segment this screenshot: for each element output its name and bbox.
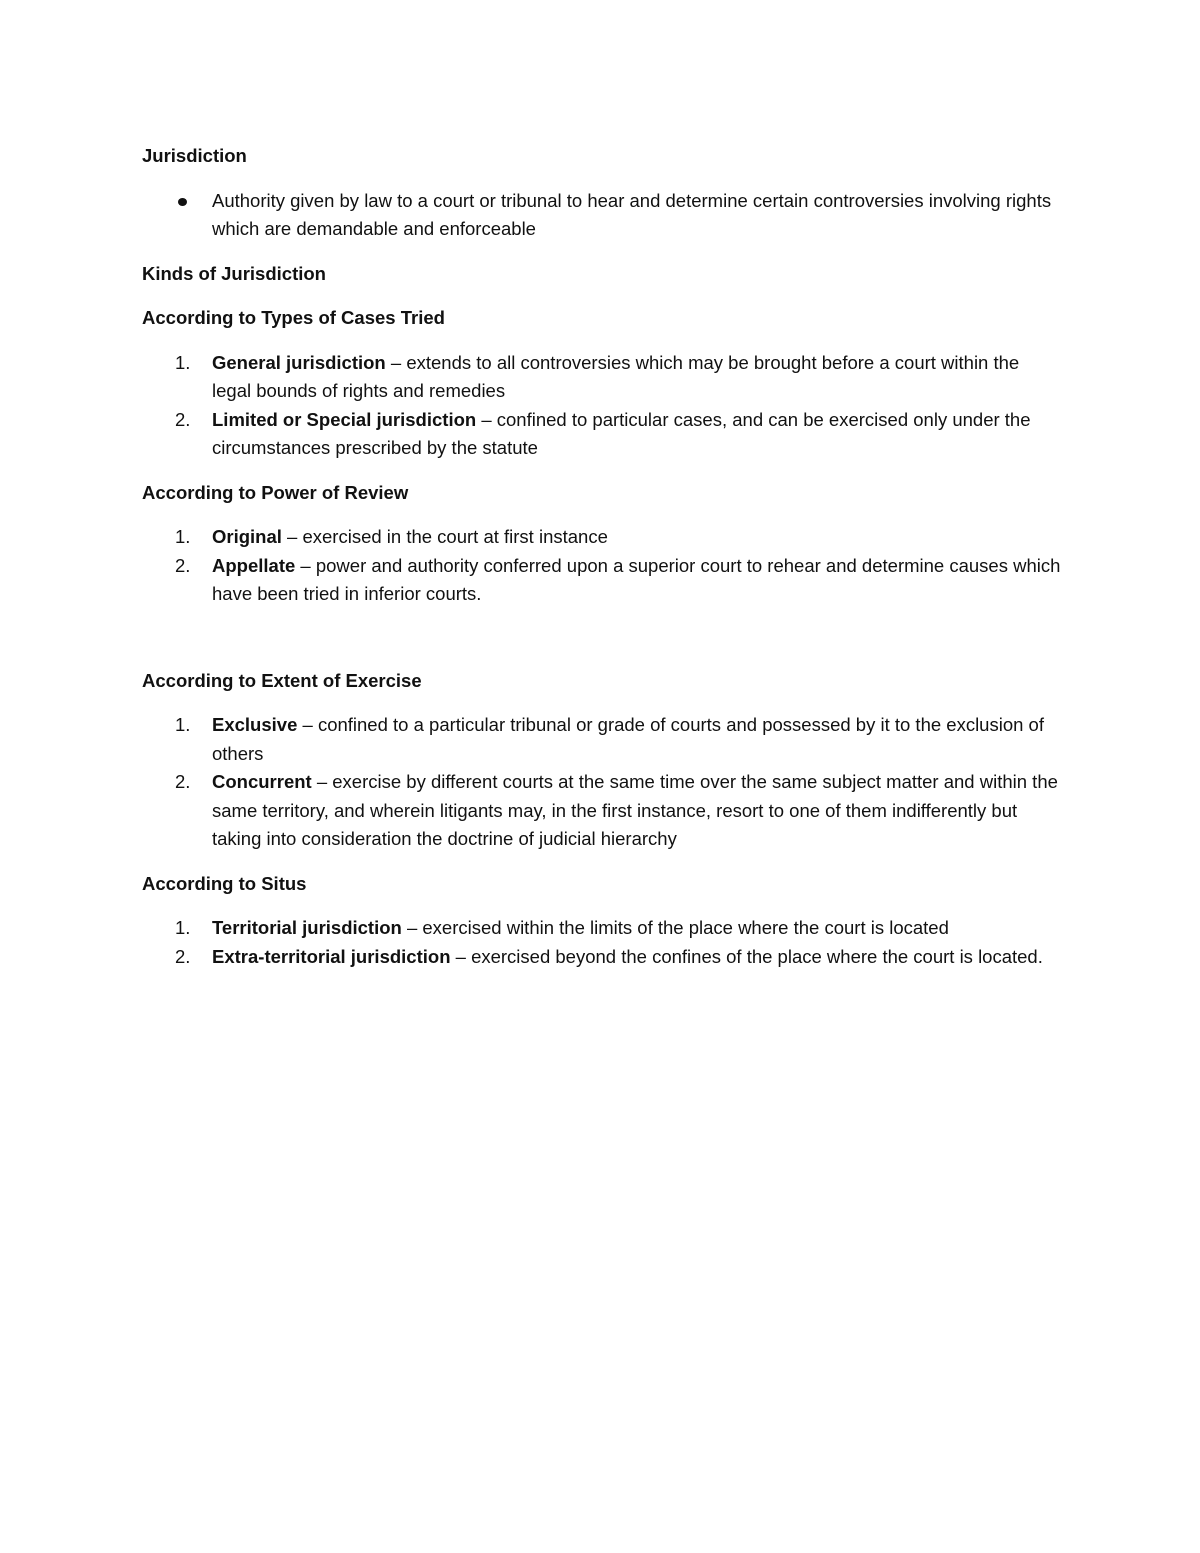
section-heading-extent-of-exercise: According to Extent of Exercise: [142, 669, 422, 691]
section-heading-types-of-cases: According to Types of Cases Tried: [142, 307, 445, 328]
list-number: 2.: [175, 771, 191, 792]
list-item-text: – confined to a particular tribunal or grade of courts and possessed by it to the exclusion of others: [212, 714, 1044, 764]
list-item-text: – exercise by different courts at the same time over the same subject matter and within the same territory, and wherein litigants may, in the first instance, resort to one of them indifferently but taking into consideration the doctrine of judicial hierarchy: [212, 771, 1058, 849]
list-power-of-review: [142, 523, 1062, 609]
list-item: [142, 711, 1062, 768]
list-item-term: Appellate: [212, 554, 296, 576]
list-item-term: Territorial jurisdiction: [212, 917, 402, 938]
list-item: [142, 943, 1062, 972]
list-item: [142, 406, 1062, 463]
bullet-icon: [178, 198, 187, 206]
list-item-text: – confined to particular cases, and can be exercised only under the circumstances prescribed by the statute: [212, 408, 1031, 458]
list-item-term: Exclusive: [212, 714, 298, 735]
list-number: 1.: [175, 714, 191, 735]
list-number: 1.: [175, 526, 191, 547]
list-item-term: Concurrent: [212, 771, 312, 792]
list-item-text: – exercised beyond the confines of the place where the court is located.: [450, 945, 1043, 967]
list-item: [142, 914, 1062, 943]
definition-list: [142, 187, 1062, 244]
list-types-of-cases: [142, 349, 1062, 463]
list-number: 2.: [175, 408, 191, 430]
list-number: 1.: [175, 917, 191, 938]
list-number: 2.: [175, 945, 191, 967]
list-number: 1.: [175, 351, 191, 373]
section-heading-power-of-review: According to Power of Review: [142, 481, 409, 503]
kinds-heading: Kinds of Jurisdiction: [142, 262, 326, 284]
list-item-term: Extra-territorial jurisdiction: [212, 945, 451, 967]
list-item-text: – exercised in the court at first instance: [281, 526, 608, 547]
list-extent-of-exercise: [142, 711, 1062, 854]
list-item-text: – extends to all controversies which may be brought before a court within the legal bounds of rights and remedies: [212, 351, 1020, 401]
list-item: [142, 523, 1062, 552]
list-item-term: Original: [212, 526, 282, 547]
list-item: [142, 349, 1062, 406]
page-title: Jurisdiction: [142, 145, 247, 166]
list-item: [142, 552, 1062, 609]
list-item-text: – exercised within the limits of the place where the court is located: [401, 917, 949, 938]
list-number: 2.: [175, 554, 191, 576]
list-situs: [142, 914, 1062, 971]
definition-text: Authority given by law to a court or tribunal to hear and determine certain controversies involving rights which are demandable and enforceable: [212, 189, 1052, 239]
list-item-text: – power and authority conferred upon a superior court to rehear and determine causes which have been tried in inferior courts.: [212, 554, 1061, 604]
list-item: [142, 768, 1062, 854]
definition-item: [142, 187, 1062, 244]
list-item-term: General jurisdiction: [212, 351, 386, 373]
section-heading-situs: According to Situs: [142, 872, 307, 894]
list-item-term: Limited or Special jurisdiction: [212, 408, 477, 430]
document-content: [142, 142, 1062, 987]
